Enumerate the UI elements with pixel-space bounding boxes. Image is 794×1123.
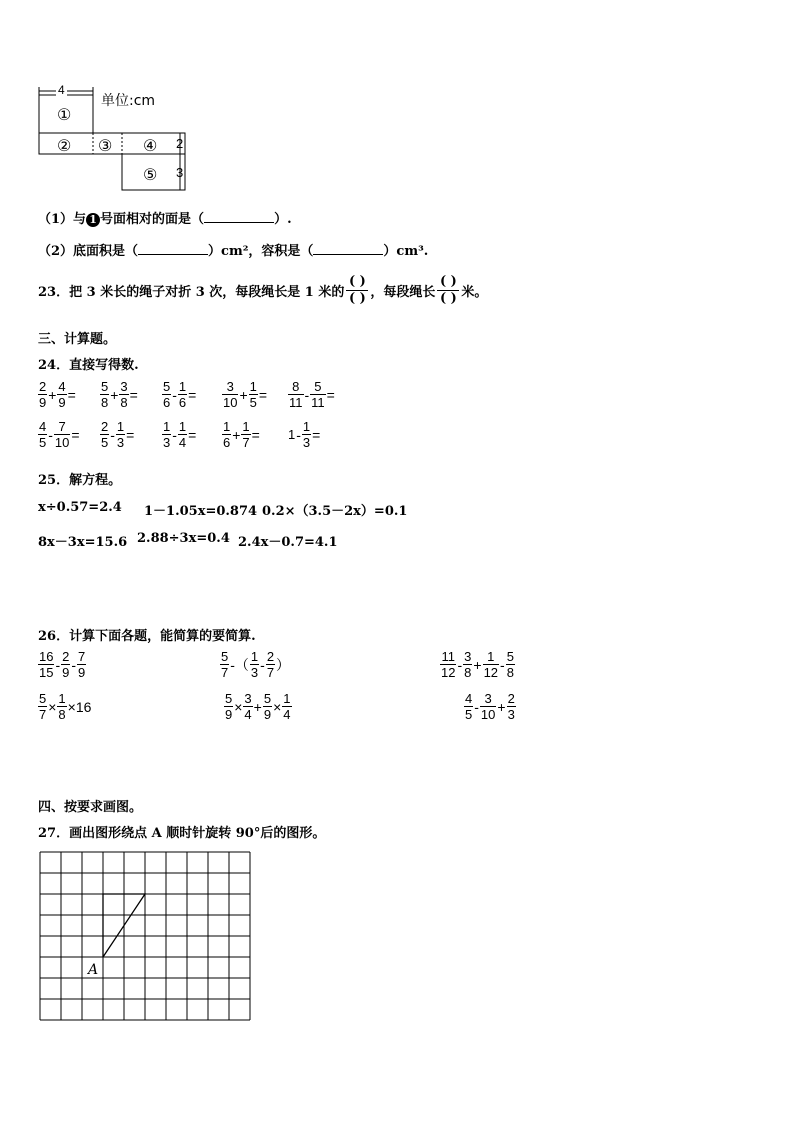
q26-expression-4 (38, 692, 92, 721)
fraction: $\frac{1}{4}$ (283, 691, 291, 722)
operator: - (304, 386, 310, 403)
q23: 23．把 3 米长的绳子对折 3 次，每段绳长是 1 米的 ( ) ( ) ，每段绳长 ( ) ( ) 米。 (38, 274, 488, 306)
operator: = (188, 426, 197, 443)
operator: × (273, 698, 282, 715)
equation-1: x÷0.57=2.4 (38, 500, 122, 515)
fraction: $\frac{5}{11}$ (311, 379, 325, 410)
fraction: $\frac{1}{6}$ (178, 379, 187, 410)
fraction: $\frac{2}{5}$ (101, 419, 109, 450)
fraction: $\frac{7}{10}$ (54, 419, 70, 450)
section-4-heading: 四、按要求画图。 (38, 800, 143, 815)
q26-title: 26．计算下面各题，能简算的要简算. (38, 629, 256, 644)
answer-blank[interactable] (138, 242, 208, 255)
q27-title: 27．画出图形绕点 A 顺时针旋转 90°后的图形。 (38, 826, 326, 841)
answer-fraction-blank[interactable]: ( ) ( ) (437, 274, 459, 307)
face-1-label: ① (57, 105, 72, 124)
fraction: $\frac{5}{6}$ (163, 379, 171, 410)
rotation-grid[interactable] (38, 850, 258, 1028)
fraction: $\frac{1}{6}$ (223, 419, 231, 450)
fraction: $\frac{1}{3}$ (302, 419, 311, 450)
operator: - (110, 426, 115, 443)
operator: + (48, 386, 57, 403)
operator: = (188, 386, 197, 403)
operator: = (126, 426, 135, 443)
fraction: $\frac{3}{8}$ (464, 649, 472, 680)
operator: = (326, 386, 335, 403)
oral-calc-item (222, 420, 261, 449)
q24-title: 24．直接写得数. (38, 358, 139, 373)
unit-label: 单位:cm (101, 93, 156, 109)
operator: - (457, 656, 463, 673)
fraction: $\frac{1}{3}$ (116, 419, 125, 450)
operator: + (253, 698, 262, 715)
q26-expression-1 (38, 650, 86, 679)
operator: × (234, 698, 243, 715)
equation-5: 2.88÷3x=0.4 (137, 531, 230, 546)
q24-row-1 (38, 380, 738, 416)
oral-calc-item: 1 - $\frac{1}{3}$ = (288, 419, 321, 450)
operator: - (48, 426, 53, 443)
fraction: $\frac{1}{4}$ (178, 419, 187, 450)
dim-top-label: 4 (58, 83, 65, 97)
operator: + (110, 386, 119, 403)
operator: + (473, 656, 482, 673)
q25-title: 25．解方程。 (38, 473, 122, 488)
fraction: $\frac{5}{7}$ (221, 649, 229, 680)
fraction: $\frac{2}{3}$ (507, 691, 515, 722)
equation-3: 0.2×（3.5－2x）=0.1 (262, 504, 408, 519)
operator: + (497, 698, 506, 715)
operator: -（ (230, 656, 249, 673)
dim-right-top: 2 (176, 136, 184, 151)
fraction: $\frac{1}{8}$ (58, 691, 66, 722)
fraction: $\frac{7}{9}$ (78, 649, 86, 680)
fraction: $\frac{3}{4}$ (244, 691, 252, 722)
operator: - (172, 386, 177, 403)
oral-calc-item (38, 380, 77, 409)
answer-blank[interactable] (313, 242, 383, 255)
q24-row-2 (38, 420, 738, 456)
fraction: $\frac{3}{8}$ (120, 379, 128, 410)
operator: - (296, 426, 301, 443)
fraction: $\frac{2}{7}$ (266, 649, 275, 680)
circle-number-1: 1 (86, 213, 100, 227)
fraction: $\frac{1}{3}$ (250, 649, 259, 680)
fraction: $\frac{1}{3}$ (163, 419, 171, 450)
operator: = (129, 386, 138, 403)
fraction: $\frac{1}{5}$ (249, 379, 257, 410)
operator: - (172, 426, 177, 443)
oral-calc-item (222, 380, 268, 409)
fraction: $\frac{5}{9}$ (263, 691, 272, 722)
fraction: $\frac{5}{8}$ (101, 379, 109, 410)
oral-calc-item (100, 380, 139, 409)
operator: - (500, 656, 505, 673)
operator: = (71, 426, 80, 443)
answer-fraction-blank[interactable]: ( ) ( ) (346, 274, 368, 307)
face-3-label: ③ (98, 136, 113, 155)
fraction: $\frac{4}{9}$ (58, 379, 66, 410)
oral-calc-item (38, 420, 81, 449)
oral-calc-item (162, 420, 197, 449)
equation-6: 2.4x－0.7=4.1 (238, 535, 338, 550)
fraction: $\frac{5}{7}$ (39, 691, 47, 722)
operator: × (48, 698, 57, 715)
fraction: $\frac{16}{15}$ (39, 649, 54, 680)
q26-expression-5 (224, 692, 292, 721)
fraction: $\frac{4}{5}$ (465, 691, 473, 722)
fraction: $\frac{5}{9}$ (225, 691, 233, 722)
oral-calc-item (162, 380, 197, 409)
q26-expression-6 (464, 692, 516, 721)
q26-expression-3 (440, 650, 515, 679)
operator: - (260, 656, 265, 673)
face-4-label: ④ (143, 136, 158, 155)
fraction: $\frac{3}{10}$ (223, 379, 238, 410)
q22-part1: （1）与 1 号面相对的面是（ ）. (38, 212, 292, 227)
operator: = (251, 426, 260, 443)
operator: + (239, 386, 248, 403)
oral-calc-item (288, 380, 336, 409)
equation-2: 1－1.05x=0.874 (144, 504, 258, 519)
fraction: $\frac{8}{11}$ (289, 379, 303, 410)
face-5-label: ⑤ (143, 165, 158, 184)
fraction: $\frac{5}{8}$ (506, 649, 514, 680)
operator: - (474, 698, 479, 715)
fraction: $\frac{2}{9}$ (62, 649, 70, 680)
oral-calc-item (100, 420, 135, 449)
operator: = (258, 386, 268, 403)
fraction: $\frac{4}{5}$ (39, 419, 47, 450)
fraction: $\frac{3}{10}$ (480, 691, 496, 722)
equation-4: 8x－3x=15.6 (38, 535, 128, 550)
fraction: $\frac{2}{9}$ (39, 379, 47, 410)
operator: + (232, 426, 241, 443)
operator: - (55, 656, 61, 673)
section-3-heading: 三、计算题。 (38, 332, 117, 347)
operator: ×16 (67, 698, 92, 715)
dim-right-bottom: 3 (176, 165, 184, 180)
fraction: $\frac{11}{12}$ (441, 649, 456, 680)
operator: - (71, 656, 77, 673)
answer-blank[interactable] (204, 210, 274, 223)
fraction: $\frac{1}{12}$ (483, 649, 499, 680)
face-2-label: ② (57, 136, 72, 155)
q26-expression-2 (220, 650, 291, 679)
point-a-label: A (88, 962, 99, 978)
fraction: $\frac{1}{7}$ (242, 419, 250, 450)
q22-part2: （2）底面积是（ ）cm²，容积是（ ）cm³. (38, 244, 429, 259)
operator: ） (276, 656, 291, 673)
operator: = (312, 426, 321, 443)
operator: = (67, 386, 76, 403)
